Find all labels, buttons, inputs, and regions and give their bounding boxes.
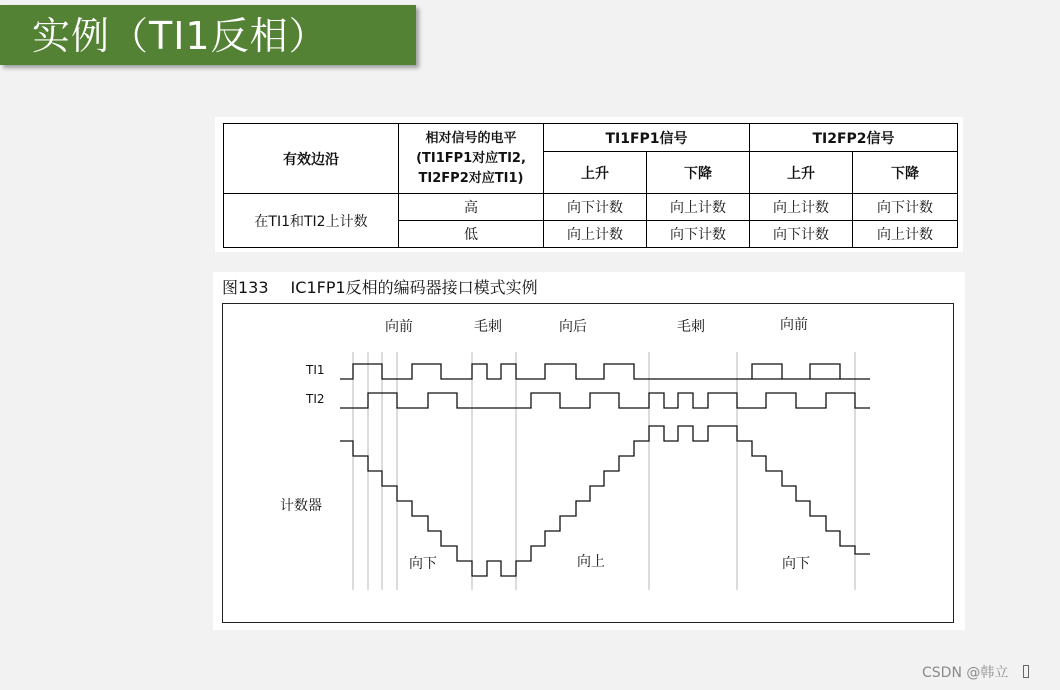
table-row [224, 194, 958, 221]
row-cell: 向下计数 [750, 221, 853, 248]
timing-diagram [222, 303, 954, 623]
label-down-1: 向下 [409, 556, 437, 572]
header-level-line1: 相对信号的电平 [425, 130, 517, 146]
row-cell: 向上计数 [647, 194, 750, 221]
label-jitter-1: 毛刺 [474, 319, 502, 335]
signal-ti2-label: TI2 [306, 392, 325, 406]
row-cell: 向下计数 [647, 221, 750, 248]
figure-caption-text: IC1FP1反相的编码器接口模式实例 [290, 278, 538, 297]
slide-title: 实例（TI1反相） [32, 14, 328, 58]
header-ti1fp1: TI1FP1信号 [544, 124, 750, 152]
watermark-text: CSDN @韩立 [922, 665, 1009, 681]
row-cell: 向上计数 [853, 221, 958, 248]
header-level-line2: (TI1FP1对应TI2, [416, 150, 526, 166]
header-edge: 有效边沿 [224, 124, 399, 194]
encoder-count-table [223, 123, 958, 248]
row-cell: 向下计数 [544, 194, 647, 221]
header-rise-2: 上升 [750, 152, 853, 194]
figure-panel [213, 272, 965, 630]
encoder-table-panel [215, 117, 963, 252]
figure-number: 图133 [222, 278, 269, 297]
label-down-2: 向下 [782, 556, 810, 572]
header-fall-1: 下降 [647, 152, 750, 194]
watermark [922, 662, 1029, 682]
row-level-cell: 低 [399, 221, 544, 248]
label-forward-2: 向前 [780, 317, 808, 333]
row-level-cell: 高 [399, 194, 544, 221]
row-cell: 向上计数 [544, 221, 647, 248]
header-fall-2: 下降 [853, 152, 958, 194]
header-ti2fp2: TI2FP2信号 [750, 124, 958, 152]
counter-label: 计数器 [280, 498, 322, 514]
label-forward-1: 向前 [385, 319, 413, 335]
label-jitter-2: 毛刺 [677, 319, 705, 335]
header-rise-1: 上升 [544, 152, 647, 194]
row-cell: 向下计数 [853, 194, 958, 221]
label-backward: 向后 [559, 319, 587, 335]
ti1-waveform [340, 364, 870, 379]
title-banner [0, 5, 416, 65]
label-up: 向上 [577, 554, 605, 570]
header-level [399, 124, 544, 194]
row-cell: 向上计数 [750, 194, 853, 221]
header-level-line3: TI2FP2对应TI1) [418, 170, 524, 186]
row-edge-cell: 在TI1和TI2上计数 [224, 194, 399, 248]
timing-diagram-svg [223, 304, 953, 622]
counter-waveform [340, 426, 870, 576]
figure-caption [222, 275, 538, 298]
signal-ti1-label: TI1 [306, 363, 325, 377]
square-glyph-icon [1023, 665, 1029, 678]
ti2-waveform [340, 393, 870, 408]
